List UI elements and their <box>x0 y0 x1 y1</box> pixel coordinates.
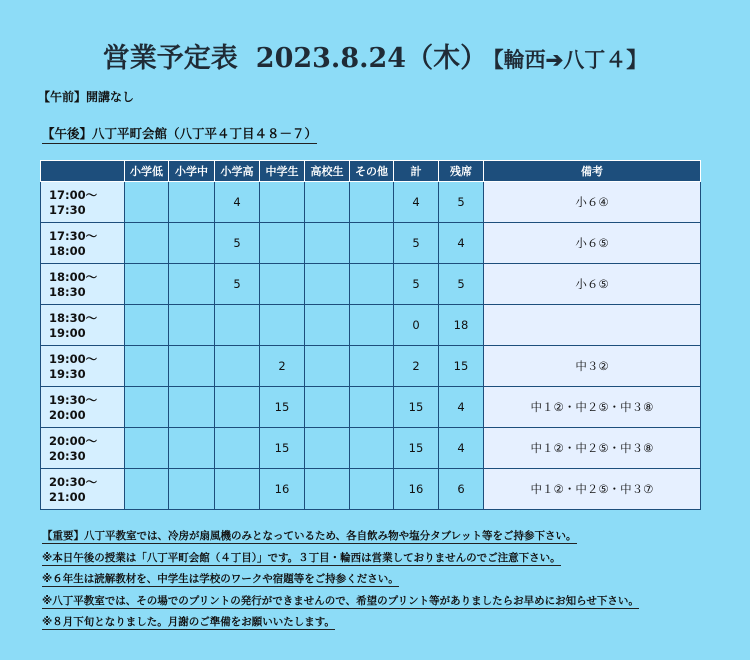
time-slot: 18:00〜18:30 <box>41 264 125 305</box>
note-line <box>42 614 639 629</box>
seats-cell: 6 <box>439 469 484 510</box>
count-cell: 15 <box>260 387 305 428</box>
note-cell: 小６⑤ <box>484 223 701 264</box>
count-cell <box>169 182 215 223</box>
count-cell <box>350 387 394 428</box>
table-header-row <box>41 161 701 182</box>
total-cell: 5 <box>394 264 439 305</box>
title-location: 【輪西➔八丁４】 <box>493 47 648 72</box>
total-cell: 16 <box>394 469 439 510</box>
count-cell <box>215 305 260 346</box>
count-cell <box>125 305 169 346</box>
count-cell <box>169 223 215 264</box>
title-date: 2023.8.24（木） <box>255 43 488 74</box>
count-cell <box>125 182 169 223</box>
table-row <box>41 469 701 510</box>
count-cell <box>215 469 260 510</box>
time-slot: 20:30〜21:00 <box>41 469 125 510</box>
count-cell <box>125 223 169 264</box>
note-cell: 中１②・中２⑤・中３⑦ <box>484 469 701 510</box>
time-slot: 19:00〜19:30 <box>41 346 125 387</box>
total-cell: 4 <box>394 182 439 223</box>
count-cell <box>169 346 215 387</box>
table-row <box>41 264 701 305</box>
count-cell <box>305 264 350 305</box>
note-cell: 中３② <box>484 346 701 387</box>
afternoon-venue: 【午後】八丁平町会館（八丁平４丁目４８－７） <box>42 124 317 144</box>
notes-section <box>42 528 639 636</box>
count-cell <box>350 182 394 223</box>
note-line <box>42 571 639 586</box>
header-cell: 小学中 <box>169 161 215 182</box>
count-cell <box>350 223 394 264</box>
count-cell <box>305 469 350 510</box>
count-cell: 5 <box>215 223 260 264</box>
count-cell: 4 <box>215 182 260 223</box>
count-cell <box>215 428 260 469</box>
total-cell: 2 <box>394 346 439 387</box>
note-text: ※６年生は読解教材を、中学生は学校のワークや宿題等をご持参ください。 <box>42 573 399 585</box>
count-cell <box>125 428 169 469</box>
count-cell <box>169 305 215 346</box>
header-cell: 小学低 <box>125 161 169 182</box>
header-cell <box>41 161 125 182</box>
header-cell: その他 <box>350 161 394 182</box>
count-cell <box>260 182 305 223</box>
count-cell <box>125 387 169 428</box>
note-cell: 小６⑤ <box>484 264 701 305</box>
header-cell: 高校生 <box>305 161 350 182</box>
schedule-table <box>40 160 701 510</box>
header-cell: 小学高 <box>215 161 260 182</box>
count-cell <box>169 264 215 305</box>
count-cell <box>169 387 215 428</box>
seats-cell: 5 <box>439 182 484 223</box>
table-row <box>41 428 701 469</box>
count-cell <box>350 305 394 346</box>
count-cell <box>169 428 215 469</box>
table-row <box>41 305 701 346</box>
page-title <box>0 36 750 75</box>
count-cell: 16 <box>260 469 305 510</box>
seats-cell: 4 <box>439 387 484 428</box>
count-cell <box>169 469 215 510</box>
seats-cell: 18 <box>439 305 484 346</box>
time-slot: 17:30〜18:00 <box>41 223 125 264</box>
note-cell: 中１②・中２⑤・中３⑧ <box>484 428 701 469</box>
seats-cell: 5 <box>439 264 484 305</box>
count-cell <box>125 264 169 305</box>
seats-cell: 15 <box>439 346 484 387</box>
count-cell <box>350 428 394 469</box>
note-cell: 中１②・中２⑤・中３⑧ <box>484 387 701 428</box>
count-cell <box>125 469 169 510</box>
time-slot: 17:00〜17:30 <box>41 182 125 223</box>
note-text: ※八丁平教室では、その場でのプリントの発行ができませんので、希望のプリント等がありましたらお早めにお知らせ下さい。 <box>42 594 639 607</box>
count-cell <box>305 182 350 223</box>
title-text: 営業予定表 <box>102 43 238 74</box>
time-slot: 20:00〜20:30 <box>41 428 125 469</box>
count-cell <box>350 346 394 387</box>
time-slot: 18:30〜19:00 <box>41 305 125 346</box>
total-cell: 15 <box>394 387 439 428</box>
count-cell <box>215 387 260 428</box>
count-cell <box>350 469 394 510</box>
header-cell: 計 <box>394 161 439 182</box>
total-cell: 5 <box>394 223 439 264</box>
note-line <box>42 550 639 565</box>
seats-cell: 4 <box>439 428 484 469</box>
count-cell <box>260 223 305 264</box>
note-text: ※８月下旬となりました。月謝のご準備をお願いいたします。 <box>42 616 335 628</box>
count-cell <box>305 305 350 346</box>
count-cell <box>305 223 350 264</box>
table-row <box>41 387 701 428</box>
note-cell <box>484 305 701 346</box>
header-cell: 中学生 <box>260 161 305 182</box>
count-cell <box>125 346 169 387</box>
count-cell <box>305 346 350 387</box>
total-cell: 15 <box>394 428 439 469</box>
count-cell: 5 <box>215 264 260 305</box>
note-text: 【重要】八丁平教室では、冷房が扇風機のみとなっているため、各自飲み物や塩分タブレット等をご持参下さい。 <box>42 530 577 542</box>
count-cell: 2 <box>260 346 305 387</box>
note-text: ※本日午後の授業は「八丁平町会館（４丁目）」です。３丁目・輪西は営業しておりませんのでご注意下さい。 <box>42 551 561 564</box>
count-cell <box>260 264 305 305</box>
note-cell: 小６④ <box>484 182 701 223</box>
count-cell <box>215 346 260 387</box>
table-row <box>41 223 701 264</box>
count-cell: 15 <box>260 428 305 469</box>
time-slot: 19:30〜20:00 <box>41 387 125 428</box>
total-cell: 0 <box>394 305 439 346</box>
count-cell <box>305 387 350 428</box>
note-line <box>42 593 639 608</box>
table-row <box>41 182 701 223</box>
note-line <box>42 528 639 543</box>
count-cell <box>350 264 394 305</box>
header-cell: 残席 <box>439 161 484 182</box>
count-cell <box>305 428 350 469</box>
count-cell <box>260 305 305 346</box>
header-cell: 備考 <box>484 161 701 182</box>
morning-status: 【午前】開講なし <box>38 90 135 104</box>
seats-cell: 4 <box>439 223 484 264</box>
table-row <box>41 346 701 387</box>
